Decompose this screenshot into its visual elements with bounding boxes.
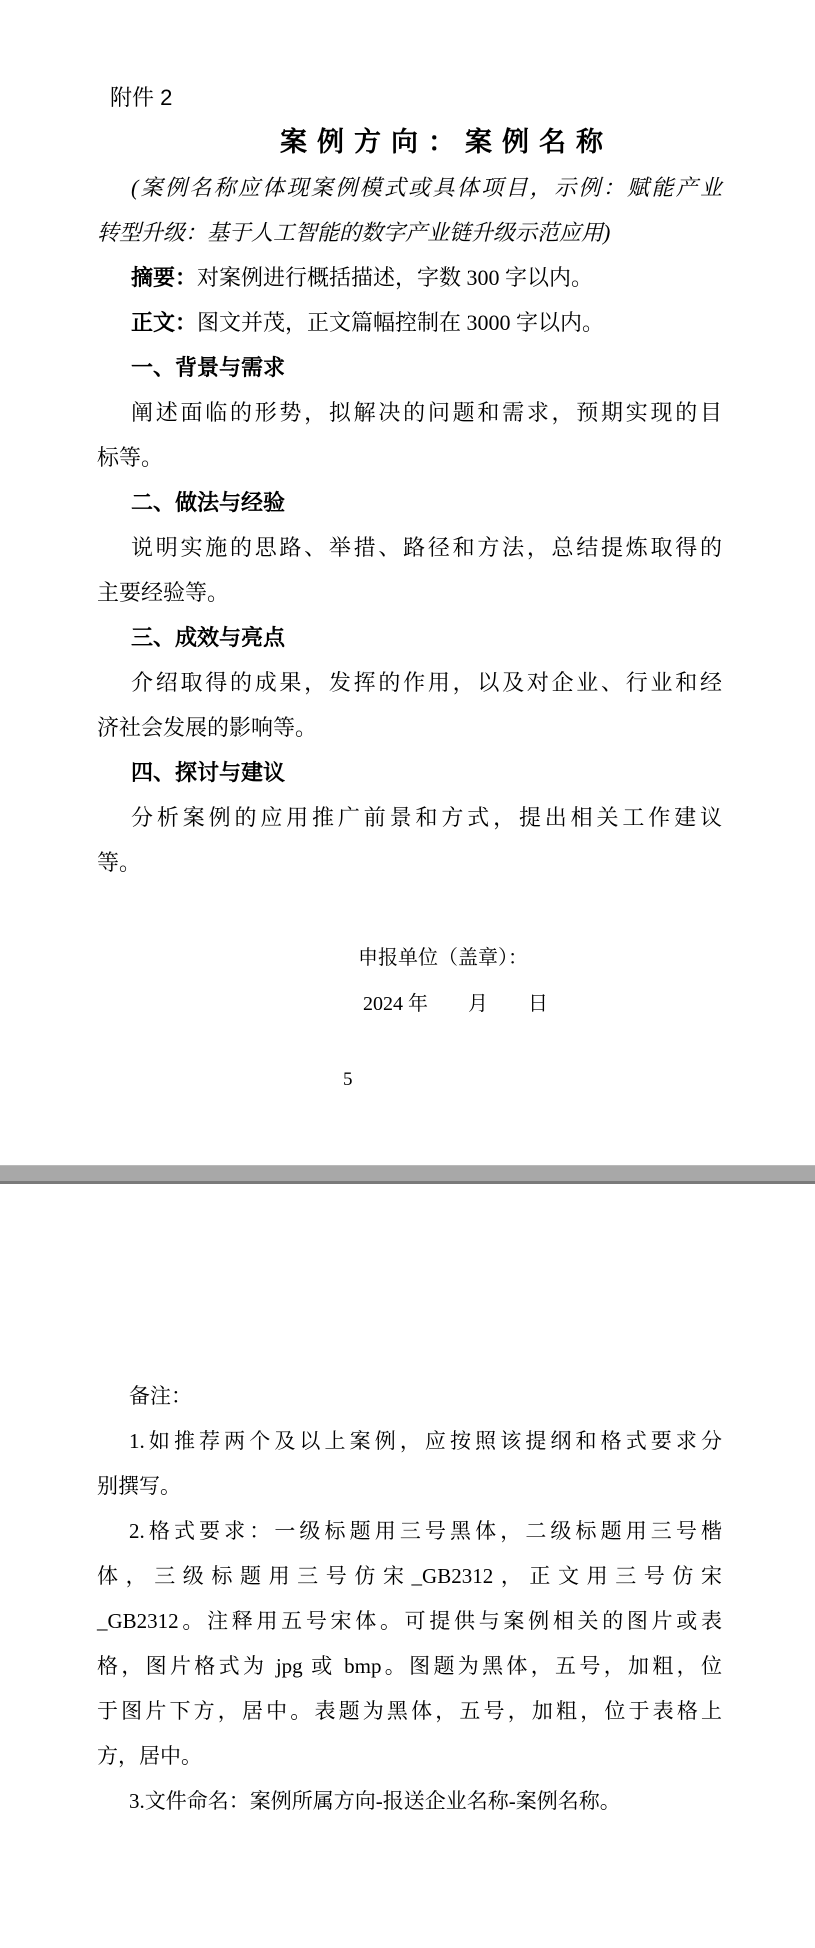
document-page-2	[0, 1184, 815, 1948]
page-gap-divider	[0, 1165, 815, 1184]
title-note-line-2: 转型升级：基于人工智能的数字产业链升级示范应用)	[97, 220, 611, 245]
page-number: 5	[343, 1069, 353, 1090]
section-2-line-2: 主要经验等。	[97, 580, 230, 605]
document-title: 案例方向：案例名称	[280, 127, 613, 157]
section-heading-2: 二、做法与经验	[131, 490, 286, 515]
signature-block	[358, 935, 722, 1027]
abstract-text: 对案例进行概括描述，字数 300 字以内。	[197, 265, 594, 290]
note-line-4: 体，三级标题用三号仿宋_GB2312，正文用三号仿宋	[97, 1564, 722, 1588]
section-3-line-1: 介绍取得的成果，发挥的作用，以及对企业、行业和经	[131, 670, 722, 695]
note-line-3: 2.格式要求：一级标题用三号黑体，二级标题用三号楷	[129, 1519, 722, 1543]
attachment-label: 附件 2	[110, 85, 173, 110]
section-4-line-1: 分析案例的应用推广前景和方式，提出相关工作建议	[131, 805, 722, 830]
page-number-row	[97, 1057, 722, 1102]
note-line-5: _GB2312。注释用五号宋体。可提供与案例相关的图片或表	[97, 1609, 722, 1633]
section-2-line-1: 说明实施的思路、举措、路径和方法，总结提炼取得的	[131, 535, 722, 560]
section-1-line-2: 标等。	[97, 445, 164, 470]
note-line-1: 1.如推荐两个及以上案例，应按照该提纲和格式要求分	[129, 1429, 722, 1453]
note-line-6: 格，图片格式为 jpg 或 bmp。图题为黑体，五号，加粗，位	[97, 1654, 722, 1678]
section-heading-1: 一、背景与需求	[131, 355, 286, 380]
body-spec-text: 图文并茂，正文篇幅控制在 3000 字以内。	[197, 310, 605, 335]
note-line-9: 3.文件命名：案例所属方向-报送企业名称-案例名称。	[129, 1789, 621, 1813]
note-line-7: 于图片下方，居中。表题为黑体，五号，加粗，位于表格上	[97, 1699, 722, 1723]
section-heading-3: 三、成效与亮点	[131, 625, 286, 650]
abstract-label: 摘要：	[131, 265, 198, 290]
section-3-line-2: 济社会发展的影响等。	[97, 715, 318, 740]
section-heading-4: 四、探讨与建议	[131, 760, 286, 785]
signature-unit-line: 申报单位（盖章）：	[358, 947, 528, 969]
notes-label: 备注：	[129, 1384, 192, 1408]
title-note-line-1: (案例名称应体现案例模式或具体项目，示例：赋能产业	[131, 175, 722, 200]
abstract-line	[131, 255, 722, 300]
body-spec-label: 正文：	[131, 310, 198, 335]
section-1-line-1: 阐述面临的形势，拟解决的问题和需求，预期实现的目	[131, 400, 722, 425]
body-spec-line	[131, 300, 722, 345]
signature-date-line: 2024 年 月 日	[363, 993, 548, 1015]
note-line-2: 别撰写。	[97, 1474, 181, 1498]
note-line-8: 方，居中。	[97, 1744, 202, 1768]
section-4-line-2: 等。	[97, 850, 142, 875]
